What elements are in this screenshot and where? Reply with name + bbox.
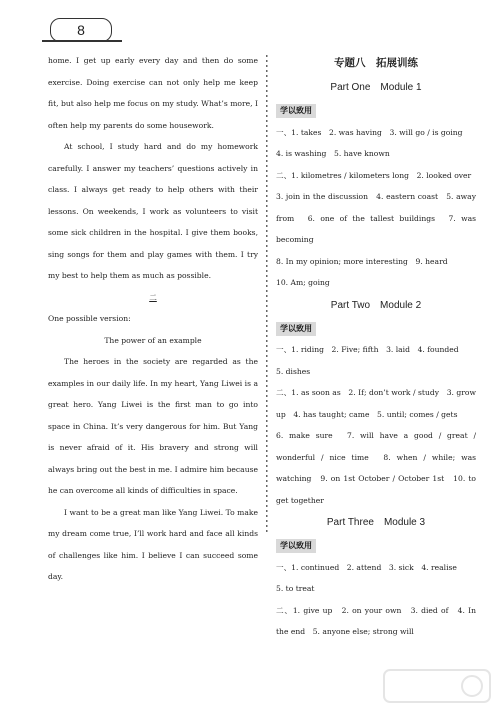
column-divider xyxy=(266,55,268,535)
essay-paragraph: The heroes in the society are regarded as the examples in our daily life. In my heart, Yang Liwei is a great hero. Yang Liwei is the first man to go into space in China. It’s very dangerous for him. But Yang is never afraid of it. His bravery and strong will always bring out the best in me. I admire him because he can overcome all kinds of difficulties in space. xyxy=(48,357,258,495)
answer-line: 一、1. riding 2. Five; fifth 3. laid 4. founded xyxy=(276,345,459,354)
answer-line: 一、1. takes 2. was having 3. will go / is going xyxy=(276,127,463,137)
part-title: Part One Module 1 xyxy=(330,82,422,93)
possible-version-label: One possible version: xyxy=(48,314,131,323)
part-title: Part Two Module 2 xyxy=(330,299,422,311)
answer-line: 二、1. give up 2. on your own 3. died of 4. In the end 5. anyone else; strong will xyxy=(276,605,476,636)
answer-line: 5. to treat xyxy=(276,584,315,593)
answer-line: 一、1. continued 2. attend 3. sick 4. realise xyxy=(276,562,457,572)
answer-line: 10. Am; going xyxy=(276,278,330,287)
answer-line: 5. dishes xyxy=(276,366,311,376)
paragraph: home. I get up early every day and then do some exercise. Doing exercise can not only help me keep fit, but also help me focus on my study. What’s more, I often help my parents do some housework. xyxy=(48,56,258,130)
answer-line: 3. join in the discussion 4. eastern coast 5. away from 6. one of the tallest buildings 7. was becoming xyxy=(276,192,476,244)
section-tag: 学以致用 xyxy=(276,322,316,336)
header-rule xyxy=(42,40,122,42)
page-number: 8 xyxy=(50,18,112,42)
part-title: Part Three Module 3 xyxy=(326,517,426,528)
answer-line: 二、1. as soon as 2. If; don’t work / study 3. grow up 4. has taught; came 5. until; comes / gets xyxy=(276,388,476,419)
essay-title: The power of an example xyxy=(104,335,202,345)
left-column xyxy=(48,50,258,588)
answer-line: 4. is washing 5. have known xyxy=(276,149,390,158)
topic-title: 专题八 拓展训练 xyxy=(334,57,418,69)
paragraph: At school, I study hard and do my homework carefully. I answer my teachers’ questions actively in class. I always get ready to help others with their lessons. On weekends, I work as volunteers to visit some sick children in the hospital. I give them books, sing songs for them and play games with them. I try my best to help them as much as possible. xyxy=(48,142,258,280)
watermark-logo xyxy=(382,666,492,706)
right-column xyxy=(276,50,476,643)
answer-line: 二、1. kilometres / kilometers long 2. looked over xyxy=(276,170,472,180)
section-tag: 学以致用 xyxy=(276,104,316,118)
section-tag: 学以致用 xyxy=(276,539,316,553)
answer-line: 8. In my opinion; more interesting 9. heard xyxy=(276,256,448,266)
answer-line: 6. make sure 7. will have a good / great / wonderful / nice time 8. when / while; was watching 9. on 1st October / October 1st 10. to get together xyxy=(276,431,476,505)
section-mark: 二 xyxy=(149,292,157,302)
essay-paragraph: I want to be a great man like Yang Liwei. To make my dream come true, I’ll work hard and face all kinds of challenges like him. I believe I can succeed some day. xyxy=(48,507,258,581)
